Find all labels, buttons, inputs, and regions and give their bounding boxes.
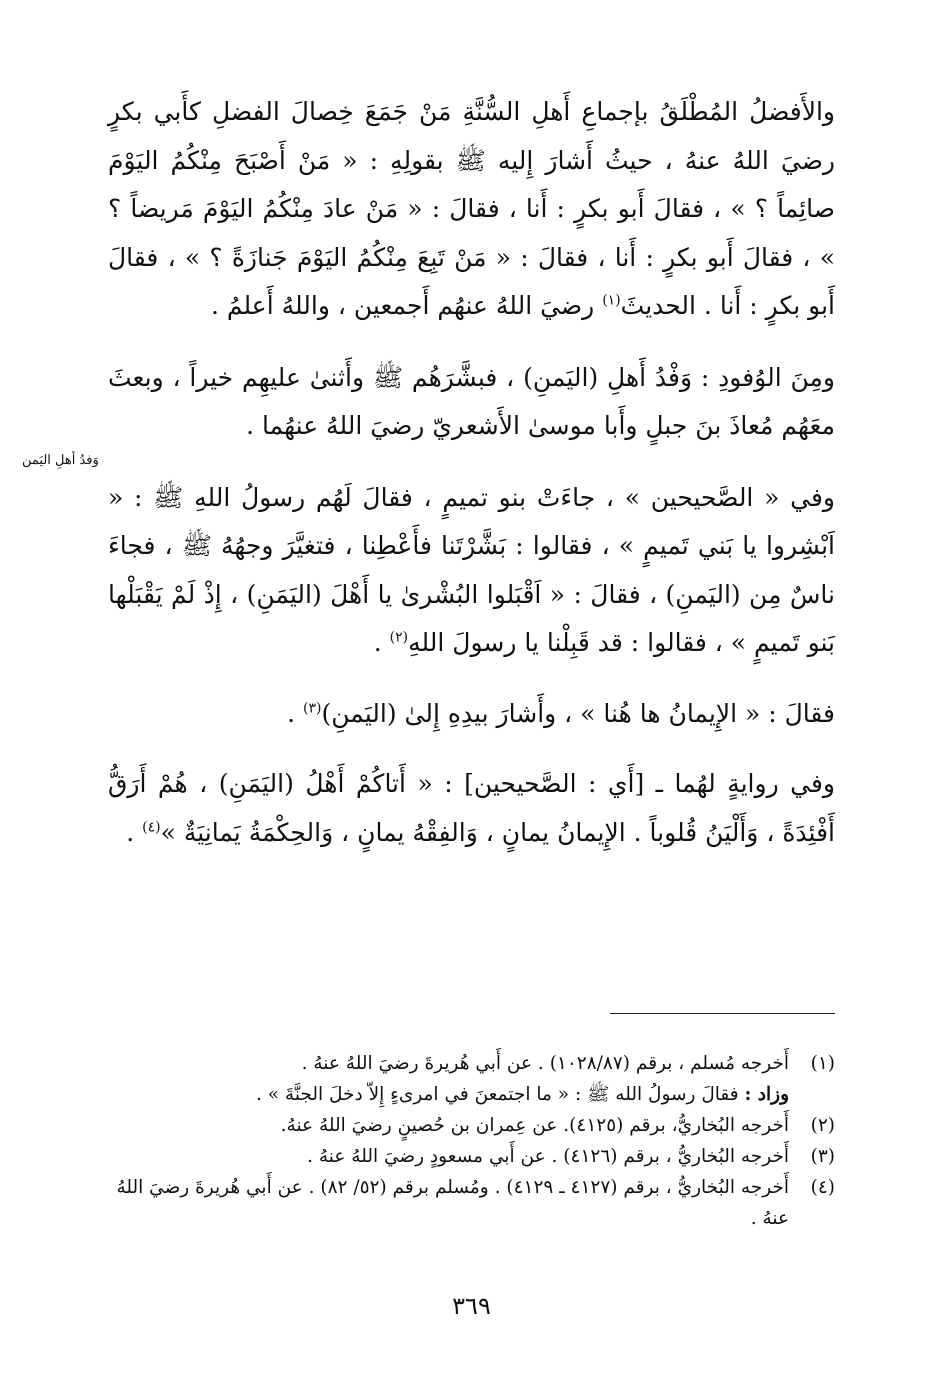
footnote-ref-3: (٣) bbox=[303, 700, 322, 717]
paragraph-3-tail: . bbox=[373, 628, 390, 657]
paragraph-4-text: فقالَ : « الإِيمانُ ها هُنا » ، وأَشارَ بيدِهِ إِلىٰ (اليَمنِ) bbox=[321, 698, 835, 728]
paragraph-1-tail: رضيَ اللهُ عنهُم أَجمعين ، واللهُ أَعلمُ . bbox=[211, 291, 603, 320]
footnote-number: (٢) bbox=[810, 1115, 835, 1136]
paragraph-3 bbox=[108, 474, 835, 668]
footnote-number: (١) bbox=[810, 1053, 835, 1074]
paragraph-4 bbox=[108, 690, 835, 739]
footnote-ref-2: (٢) bbox=[389, 629, 409, 646]
main-text bbox=[108, 88, 835, 857]
footnote-1 bbox=[108, 1048, 835, 1110]
paragraph-5 bbox=[108, 760, 835, 857]
footnote-text: أَخرجه البُخاريُّ ، برقم (٤١٢٧ ـ ٤١٢٩) . ومُسلم برقم (٥٢/ ٨٢) . عن أَبي هُريرةَ رضيَ اللهُ عنهُ . bbox=[116, 1177, 789, 1229]
footnote-1-extra-label: وزاد : bbox=[744, 1084, 789, 1105]
paragraph-5-tail: . bbox=[126, 817, 143, 847]
paragraph-5-text: وفي روايةٍ لهُما ـ [أَي : الصَّحيحين] : « أَتاكُمْ أَهْلُ (اليَمَنِ) ، هُمْ أَرَقُّ أَفْئِدَةً ، وَأَلْيَنُ قُلوباً . الإِيمانُ يمانٍ ، وَالفِقْهُ يمانٍ ، وَالحِكْمَةُ يَمانِيَةٌ » bbox=[108, 769, 835, 847]
footnote-1-text: أَخرجه مُسلم ، برقم (١٠٢٨/٨٧) . عن أَبي هُريرةَ رضيَ اللهُ عنهُ . bbox=[301, 1053, 789, 1074]
footnote-number: (٤) bbox=[810, 1177, 835, 1198]
footnote-1-extra-text: فقالَ رسولُ الله ﷺ : « ما اجتمعنَ في امرىءٍ إِلاّ دخلَ الجنَّةَ » . bbox=[255, 1084, 745, 1105]
footnote-number: (٣) bbox=[810, 1146, 835, 1167]
paragraph-3-text: وفي « الصَّحيحين » ، جاءَتْ بنو تميمٍ ، فقالَ لَهُم رسولُ اللهِ ﷺ : « اَبْشِروا يا بَني تَميمٍ » ، فقالوا : بَشَّرْتَنا فأَعْطِنا ، فتغيَّرَ وجهُهُ ﷺ ، فجاءَ ناسٌ مِن (اليَمنِ) ، فقالَ : « اَقْبَلوا البُشْرىٰ يا أَهْلَ (اليَمَنِ) ، إِذْ لَمْ يَقْبَلْها بَنو تَميمٍ » ، فقالوا : قد قَبِلْنا يا رسولَ اللهِ bbox=[108, 482, 835, 657]
footnote-ref-1: (١) bbox=[602, 292, 621, 309]
footnote-text: أَخرجه البُخاريُّ ، برقم (٤١٢٦) . عن أَبي مسعودٍ رضيَ اللهُ عنهُ . bbox=[307, 1146, 789, 1167]
paragraph-2 bbox=[108, 354, 835, 451]
footnotes bbox=[108, 1048, 835, 1234]
footnote-text: أَخرجه البُخاريُّ، برقم (٤١٢٥). عن عِمران بن حُصينٍ رضيَ اللهُ عنهُ. bbox=[280, 1115, 789, 1136]
paragraph-1 bbox=[108, 88, 835, 331]
margin-note: وَفدُ أهلِ اليَمن bbox=[22, 453, 99, 468]
footnote-4 bbox=[108, 1172, 835, 1234]
paragraph-1-text: والأَفضلُ المُطْلَقُ بإجماعِ أَهلِ السُّنَّةِ مَنْ جَمَعَ خِصالَ الفضلِ كأَبي بكرٍ رضيَ اللهُ عنهُ ، حيثُ أَشارَ إِليه ﷺ بقولِهِ : « مَنْ أَصْبَحَ مِنْكُمُ اليَوْمَ صائِماً ؟ » ، فقالَ أَبو بكرٍ : أَنا ، فقالَ : « مَنْ عادَ مِنْكُمُ اليَوْمَ مَريضاً ؟ » ، فقالَ أَبو بكرٍ : أَنا ، فقالَ : « مَنْ تَبِعَ مِنْكُمُ اليَوْمَ جَنازَةً ؟ » ، فقالَ أَبو بكرٍ : أَنا . الحديثَ bbox=[108, 97, 836, 320]
paragraph-4-tail: . bbox=[287, 698, 304, 728]
footnote-2 bbox=[108, 1110, 835, 1141]
footnote-3 bbox=[108, 1141, 835, 1172]
footnote-separator bbox=[610, 1013, 835, 1014]
page-number: ٣٦٩ bbox=[452, 1292, 491, 1320]
footnote-ref-4: (٤) bbox=[142, 819, 161, 836]
footnote-text bbox=[108, 1048, 789, 1110]
paragraph-2-text: ومِنَ الوُفودِ : وَفْدُ أَهلِ (اليَمنِ) ، فبشَّرَهُم ﷺ وأَثنىٰ عليهِم خيراً ، وبعثَ معَهُم مُعاذَ بنَ جبلٍ وأَبا موسىٰ الأَشعريّ رضيَ اللهُ عنهُما . bbox=[108, 362, 835, 440]
